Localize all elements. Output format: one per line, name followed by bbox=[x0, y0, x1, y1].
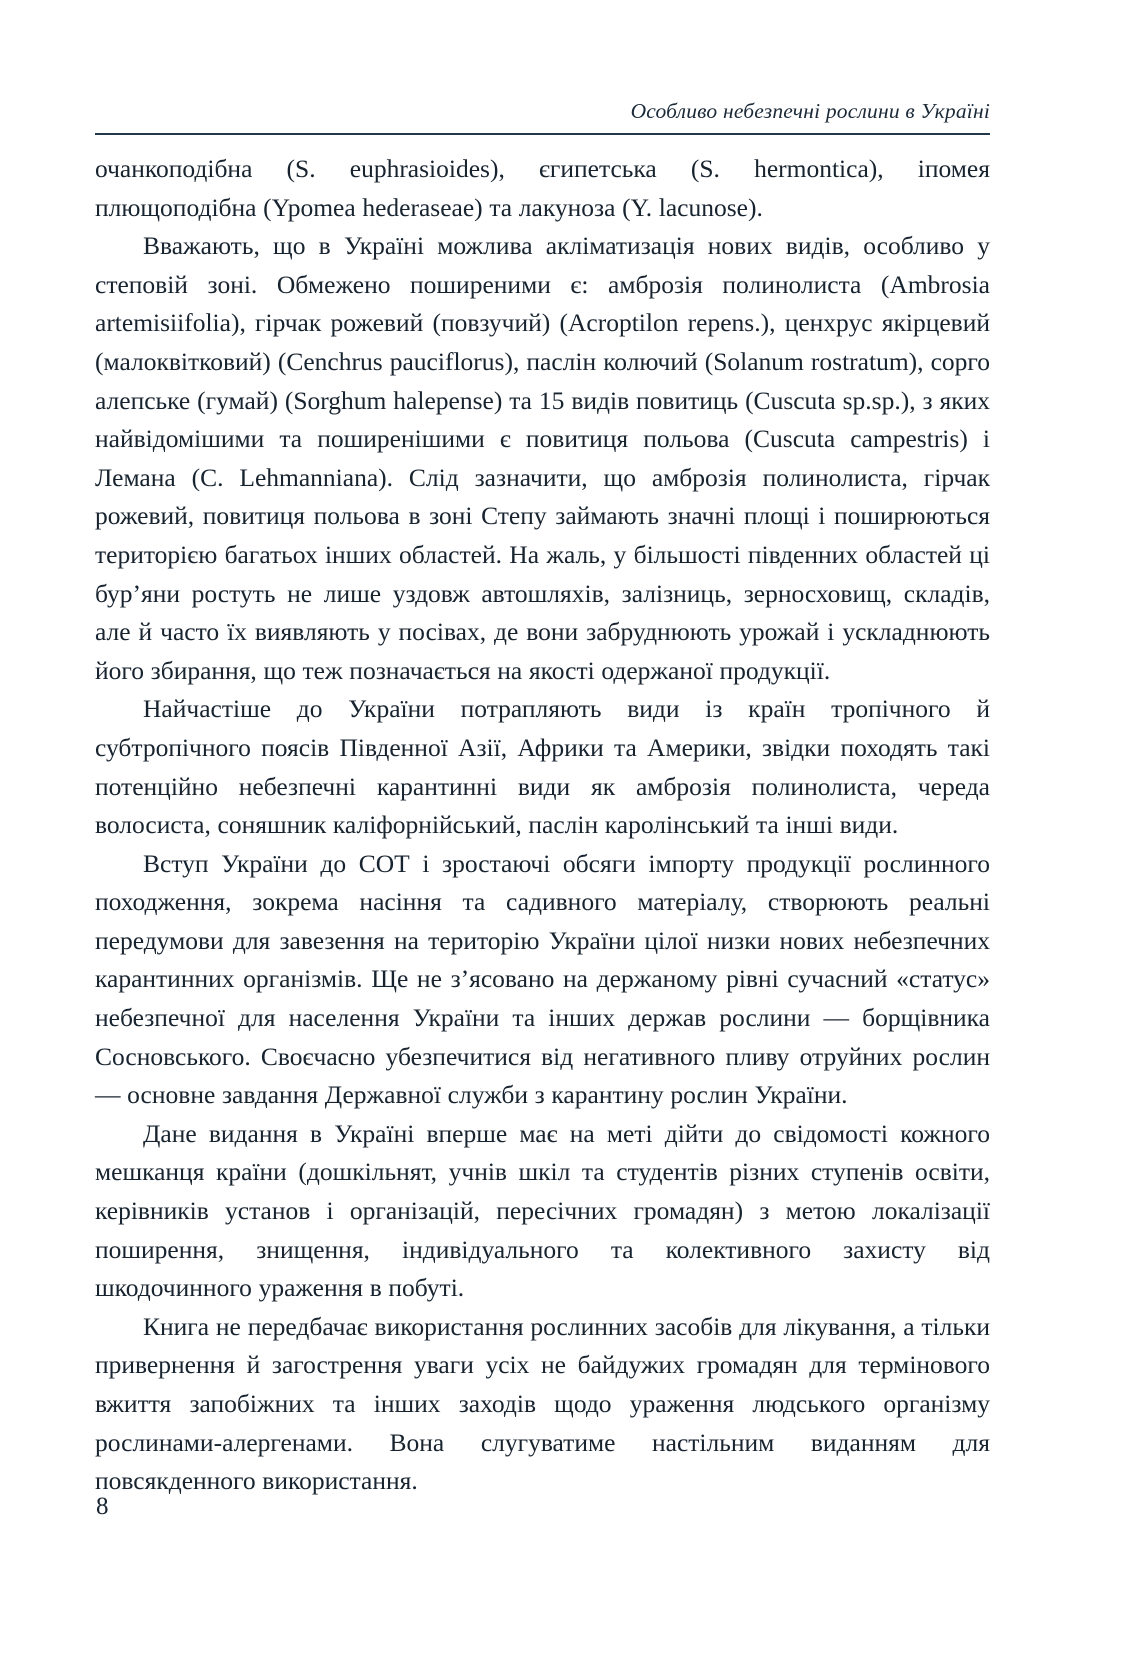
paragraph: Дане видання в Україні вперше має на меті дійти до свідомості кожного мешканця країни (дошкільнят, учнів шкіл та студентів різних ступенів освіти, керівників установ і організацій, пересічних громадян) з метою локалізації поширення, знищення, індивідуального та колективного захисту від шкодочинного ураження в побуті. bbox=[95, 1118, 990, 1303]
paragraph: Вступ України до СОТ і зростаючі обсяги імпорту продукції рослинного походження, зокрема насіння та садивного матеріалу, створюють реальні передумови для завезення на територію України цілої низки нових небезпечних карантинних організмів. Ще не з’ясовано на держаному рівні сучасний «статус» небезпечної для населення України та інших держав рослини — борщівника Сосновського. Своєчасно убезпечитися від негативного пливу отруйних рослин — основне завдання Державної служби з карантину рослин України. bbox=[95, 848, 990, 1110]
paragraph: Вважають, що в Україні можлива акліматизація нових видів, особливо у степовій зоні. Обмежено поширеними є: амброзія полинолиста (Ambrosia artemisiifolia), гірчак рожевий (повзучий) (Acroptilon repens.), ценхрус якірцевий (малоквітковий) (Cenchrus pauciflorus), паслін колючий (Solanum rostratum), сорго алепське (гумай) (Sorghum halepense) та 15 видів повитиць (Cuscuta sp.sp.), з яких найвідомішими та поширенішими є повитиця польова (Cuscuta campestris) і Лемана (C. Lehmanniana). Слід зазначити, що амброзія полинолиста, гірчак рожевий, повитиця польова в зоні Степу займають значні площі і поширюються територією багатьох інших областей. На жаль, у більшості південних областей ці бур’яни ростуть не лише уздовж автошляхів, залізниць, зерносховищ, складів, але й часто їх виявляють у посівах, де вони забруднюють урожай і ускладнюють його збирання, що теж позначається на якості одержаної продукції. bbox=[95, 231, 990, 685]
paragraph: Найчастіше до України потрапляють види із країн тропічного й субтропічного поясів Південної Азії, Африки та Америки, звідки походять такі потенційно небезпечні карантинні види як амброзія полинолиста, череда волосиста, соняшник каліфорнійський, паслін каролінський та інші види. bbox=[95, 694, 990, 840]
running-header-title: Особливо небезпечні рослини в Україні bbox=[630, 99, 990, 123]
page-number: 8 bbox=[96, 1493, 109, 1520]
body-text-column bbox=[95, 150, 990, 1501]
running-header bbox=[95, 100, 990, 124]
paragraph: Книга не передбачає використання рослинних засобів для лікування, а тільки привернення й загострення уваги усіх не байдужих громадян для термінового вжиття запобіжних та інших заходів щодо ураження людського організму рослинами-алергенами. Вона слугуватиме настільним виданням для повсякденного використання. bbox=[95, 1311, 990, 1496]
header-rule-divider bbox=[95, 133, 990, 135]
paragraph: очанкоподібна (S. euphrasioides), єгипетська (S. hermontica), іпомея плющоподібна (Ypomea hederaseae) та лакуноза (Y. lacunose). bbox=[95, 154, 990, 222]
